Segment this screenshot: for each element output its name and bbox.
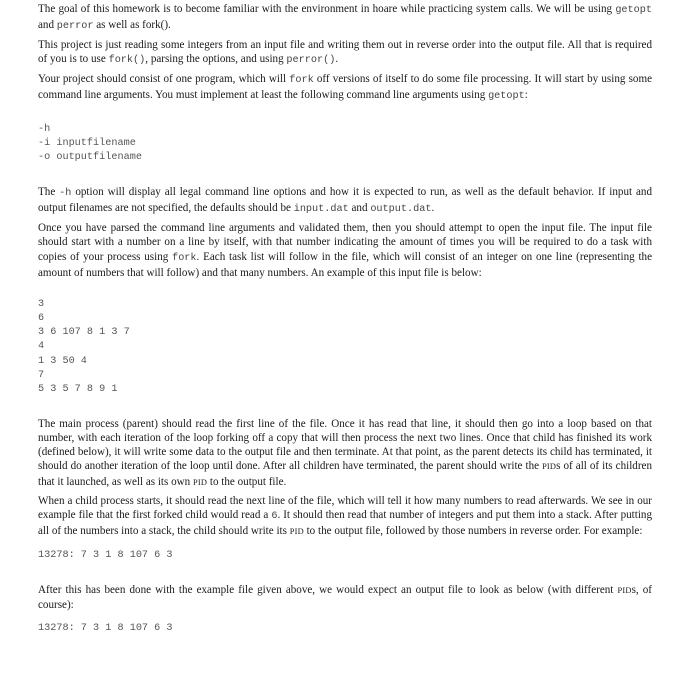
code-line: -i inputfilename [38,137,136,149]
text-run: . [335,53,339,66]
code-line: -o outputfilename [38,151,142,163]
text-run: s, of course): [38,584,652,612]
code-line: 5 3 5 7 8 9 1 [38,383,118,395]
code-line: -h [38,123,51,135]
text-run: and [38,19,57,32]
code-line: 6 [38,312,45,324]
code-line: 7 [38,369,45,381]
inline-code: fork [172,252,197,264]
input-file-paragraph [38,221,652,279]
small-caps-term: PID [542,462,557,472]
options-code-block [38,123,652,166]
child-process-paragraph [38,494,652,539]
expected-output-paragraph [38,583,652,612]
text-run: as well as fork(). [93,19,171,32]
inline-code: -h [59,188,72,200]
code-line: 4 [38,341,45,353]
inline-code: getopt [488,91,525,103]
code-line: 13278: 7 3 1 8 107 6 3 [38,549,173,561]
inline-code: 6 [271,510,278,522]
text-run: . It should then read that number of integers and put them into a stack. After putting all of the numbers into a stack, the child should write its [38,508,652,537]
expected-output-code-block [38,622,652,636]
program-description-paragraph [38,72,652,104]
inline-code: perror() [286,55,336,67]
intro-paragraph [38,2,652,34]
example-output-code-block [38,549,652,563]
text-run: and [348,202,371,215]
text-run: to the output file. [207,475,287,488]
text-run: Your project should consist of one program, which will [38,73,290,86]
help-option-paragraph [38,185,652,217]
small-caps-term: PID [289,526,304,536]
text-run: off versions of itself to do some file processing. It will start by using some command line arguments. You must implement at least the following command line arguments using [38,73,652,102]
input-example-code-block [38,298,652,397]
code-line: 3 [38,298,45,310]
text-run: The goal of this homework is to become familiar with the environment in hoare while practicing system calls. We will be using [38,3,616,15]
small-caps-term: PID [617,586,632,596]
inline-code: fork() [108,55,146,67]
text-run: , parsing the options, and using [145,53,287,66]
text-run: s of all of its children that it launched, as well as its own [38,460,652,488]
text-run: The [38,186,60,199]
inline-code: input.dat [293,204,349,216]
text-run: This project is just reading some integers from an input file and writing them out in reverse order into the output file. All that is required of you is to use [38,39,652,66]
inline-code: fork [289,75,314,87]
project-summary-paragraph [38,38,652,68]
code-line: 13278: 7 3 1 8 107 6 3 [38,623,173,635]
text-run: to the output file, followed by those numbers in reverse order. For example: [303,524,643,537]
text-run: Once you have parsed the command line arguments and validated them, then you should attempt to open the input file. The input file should start with a number on a line by itself, with that number indicating the amount of times you will be required to do a task with copies of your process using [38,222,652,263]
text-run: . Each task list will follow in the file, which will consist of an integer on one line (representing the amount of numbers that will follow) and that many numbers. An example of this input file is below: [38,250,652,279]
text-run: option will display all legal command line options and how it is expected to run, as well as the default behavior. If input and output filenames are not specified, the defaults should be [38,186,652,215]
text-run: When a child process starts, it should read the next line of the file, which will tell it how many numbers to read afterwards. We see in our example file that the first forked child would read a [38,494,652,521]
inline-code: getopt [615,5,652,16]
text-run: After this has been done with the example file given above, we would expect an output file to look as below (with different [38,584,618,597]
inline-code: perror [56,21,94,33]
small-caps-term: PID [192,477,208,487]
text-run: : [524,89,528,102]
code-line: 3 6 107 8 1 3 7 [38,327,130,339]
parent-process-paragraph [38,417,652,489]
text-run: The main process (parent) should read the first line of the file. Once it has read that line, it should then go into a loop based on that number, with each iteration of the loop forking off a copy that will then process the next two lines. Once that child has finished its work (defined below), it will write some data to the output file and then terminate. At that point, as the parent detects its child has terminated, it should do another iteration of the loop until done. After all children have terminated, the parent should write the [38,418,652,473]
text-run: . [431,202,435,215]
code-line: 1 3 50 4 [38,355,87,367]
document-page [38,2,652,637]
inline-code: output.dat [370,204,432,216]
